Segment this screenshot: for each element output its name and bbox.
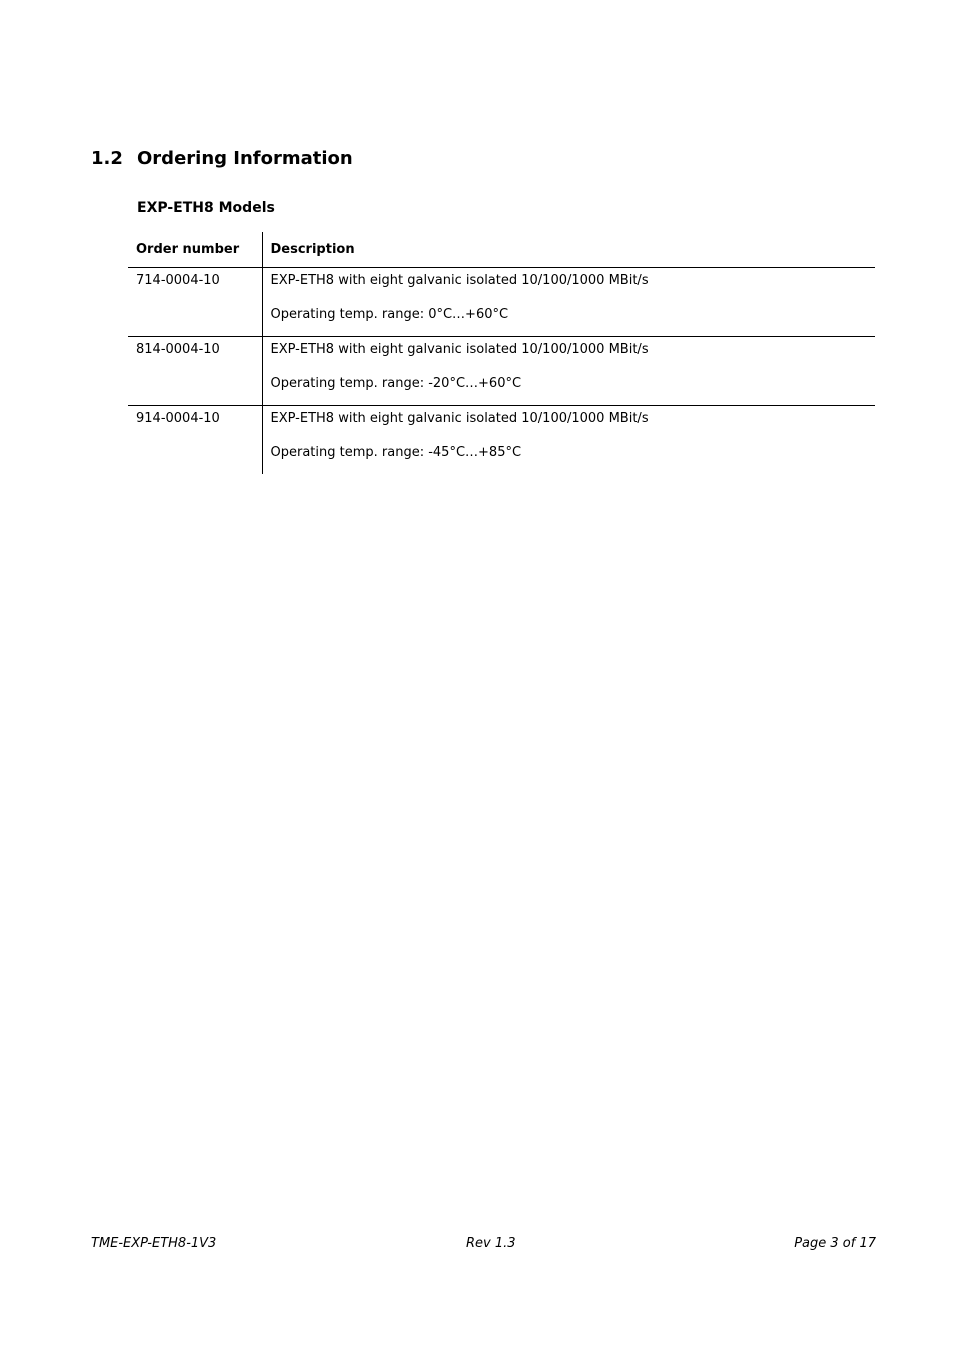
section-number: 1.2 (91, 148, 123, 169)
description-line: EXP-ETH8 with eight galvanic isolated 10/100/1000 MBit/s (270, 410, 649, 426)
table-header-row (128, 232, 875, 267)
order-number-cell: 714-0004-10 (128, 267, 262, 336)
header-order-number: Order number (128, 232, 262, 267)
subsection-title: EXP-ETH8 Models (137, 200, 275, 216)
footer-page-number: Page 3 of 17 (794, 1236, 876, 1251)
order-number-cell: 814-0004-10 (128, 336, 262, 405)
temperature-range: Operating temp. range: -20°C…+60°C (270, 375, 522, 391)
section-heading (91, 148, 353, 169)
models-table (128, 232, 875, 474)
footer-revision: Rev 1.3 (466, 1236, 516, 1251)
description-line: EXP-ETH8 with eight galvanic isolated 10/100/1000 MBit/s (270, 272, 649, 288)
description-cell (262, 336, 875, 405)
description-cell (262, 267, 875, 336)
description-line: EXP-ETH8 with eight galvanic isolated 10/100/1000 MBit/s (270, 341, 649, 357)
temperature-range: Operating temp. range: 0°C…+60°C (270, 306, 509, 322)
header-description: Description (270, 241, 355, 257)
table-row (128, 405, 875, 474)
table-row (128, 267, 875, 336)
table-row (128, 336, 875, 405)
section-title: Ordering Information (137, 148, 353, 169)
description-cell (262, 405, 875, 474)
order-number-cell: 914-0004-10 (128, 405, 262, 474)
temperature-range: Operating temp. range: -45°C…+85°C (270, 444, 522, 460)
footer-document-id: TME-EXP-ETH8-1V3 (91, 1236, 217, 1251)
